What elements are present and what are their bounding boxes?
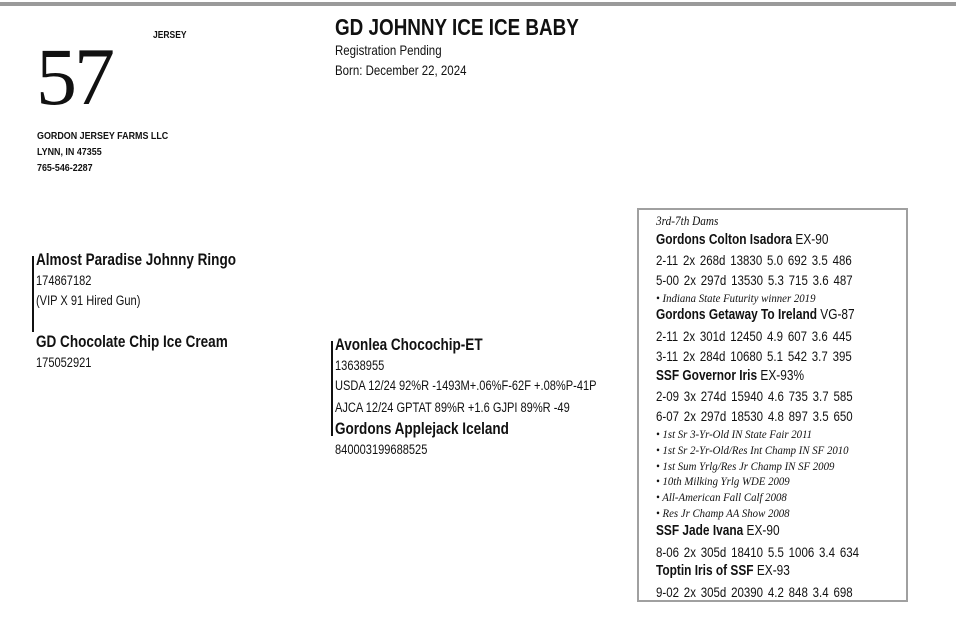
sire-reg: 174867182 [36, 273, 92, 288]
lot-number: 57 [36, 31, 112, 122]
dam4-record-2: 3-11 2x 284d 10680 5.1 542 3.7 395 [656, 348, 852, 364]
dam7-name: Toptin Iris of SSF EX-93 [656, 563, 790, 579]
dams-box [637, 208, 908, 602]
consignor-name: GORDON JERSEY FARMS LLC [37, 130, 169, 142]
dam5-record-1: 2-09 3x 274d 15940 4.6 735 3.7 585 [656, 388, 853, 404]
dam5-record-2: 6-07 2x 297d 18530 4.8 897 3.5 650 [656, 408, 853, 424]
dam-reg: 175052921 [36, 355, 92, 370]
dam4-record-1: 2-11 2x 301d 12450 4.9 607 3.6 445 [656, 328, 852, 344]
maternal-grandsire-name: Avonlea Chocochip-ET [335, 336, 483, 354]
dam3-honor-1: • Indiana State Futurity winner 2019 [656, 291, 816, 305]
dam3-name: Gordons Colton Isadora EX-90 [656, 232, 829, 248]
dam5-honor-5: • All-American Fall Calf 2008 [656, 490, 787, 504]
dam-name: GD Chocolate Chip Ice Cream [36, 333, 228, 351]
dam3-record-1: 2-11 2x 268d 13830 5.0 692 3.5 486 [656, 252, 852, 268]
dam6-name: SSF Jade Ivana EX-90 [656, 523, 780, 539]
registration-status: Registration Pending [335, 42, 442, 58]
birth-date: Born: December 22, 2024 [335, 62, 467, 78]
maternal-grandsire-usda: USDA 12/24 92%R -1493M+.06%F-62F +.08%P-41P [335, 378, 597, 393]
dam5-honor-1: • 1st Sr 3-Yr-Old IN State Fair 2011 [656, 427, 813, 441]
breed-label: JERSEY [153, 30, 187, 41]
pedigree-bracket-middle [331, 341, 333, 436]
dams-box-header: 3rd-7th Dams [656, 214, 719, 228]
maternal-granddam-name: Gordons Applejack Iceland [335, 420, 509, 438]
dam5-name: SSF Governor Iris EX-93% [656, 368, 805, 384]
dam5-honor-6: • Res Jr Champ AA Show 2008 [656, 506, 790, 520]
consignor-city: LYNN, IN 47355 [37, 146, 102, 158]
dam7-record-1: 9-02 2x 305d 20390 4.2 848 3.4 698 [656, 584, 853, 600]
dam3-record-2: 5-00 2x 297d 13530 5.3 715 3.6 487 [656, 272, 853, 288]
pedigree-bracket-left [32, 256, 34, 332]
sire-name: Almost Paradise Johnny Ringo [36, 251, 236, 269]
dam5-honor-2: • 1st Sr 2-Yr-Old/Res Int Champ IN SF 2010 [656, 443, 849, 457]
consignor-phone: 765-546-2287 [37, 162, 93, 174]
consignor-block [37, 128, 168, 176]
maternal-grandsire-ajca: AJCA 12/24 GPTAT 89%R +1.6 GJPI 89%R -49 [335, 400, 570, 415]
dam4-name: Gordons Getaway To Ireland VG-87 [656, 307, 855, 323]
maternal-grandsire-reg: 13638955 [335, 358, 385, 373]
animal-name: GD JOHNNY ICE ICE BABY [335, 14, 579, 40]
sire-pedigree: (VIP X 91 Hired Gun) [36, 293, 141, 308]
dam5-honor-4: • 10th Milking Yrlg WDE 2009 [656, 474, 790, 488]
maternal-granddam-reg: 840003199688525 [335, 442, 428, 457]
top-rule [0, 2, 956, 6]
dam5-honor-3: • 1st Sum Yrlg/Res Jr Champ IN SF 2009 [656, 459, 835, 473]
dam6-record-1: 8-06 2x 305d 18410 5.5 1006 3.4 634 [656, 544, 859, 560]
